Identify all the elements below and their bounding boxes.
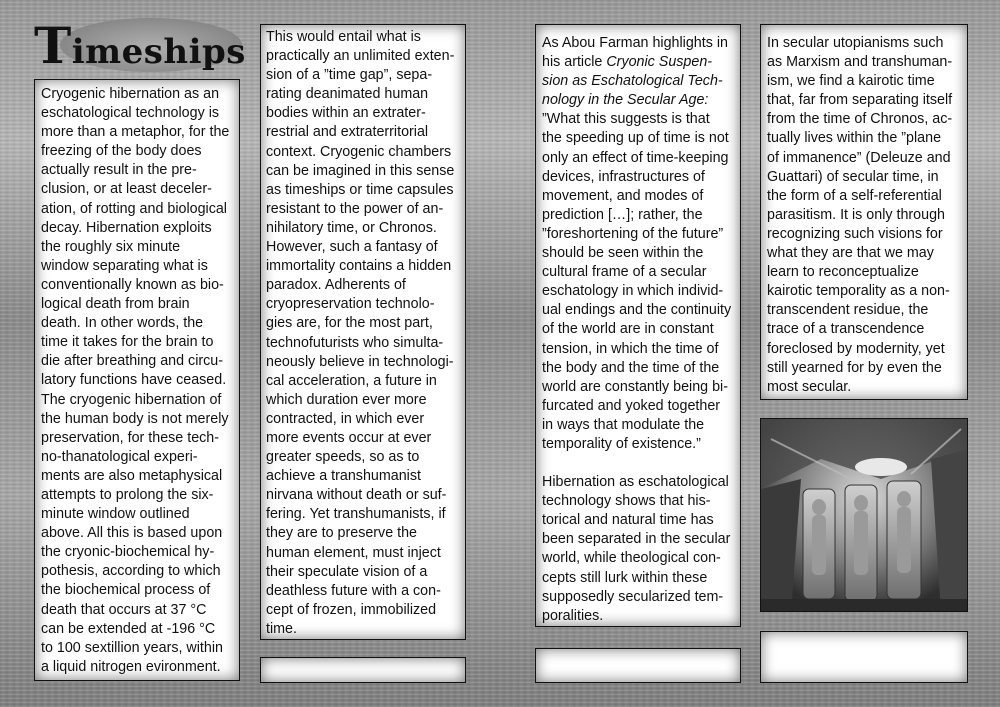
text-line: transcendent residue, the: [767, 302, 929, 319]
text-line: logical death from brain: [41, 296, 190, 313]
text-line: can be imagined in this sense: [266, 162, 455, 179]
quote-line: devices, infrastructures of: [542, 168, 705, 185]
text-line: However, such a fantasy of: [266, 239, 438, 256]
text-line: from the time of Chronos, ac-: [767, 111, 953, 128]
text-line: window separating what is: [41, 257, 208, 274]
text-line: pothesis, according to which: [41, 563, 221, 580]
text-line: a liquid nitrogen evironment.: [41, 658, 221, 675]
column-4-lines: [767, 34, 962, 397]
article-title-part3: [542, 91, 735, 110]
text-line: of immanence” (Deleuze and: [767, 149, 951, 166]
text-line: recognizing such visions for: [767, 225, 943, 242]
text-line: In secular utopianisms such: [767, 35, 944, 51]
title-block: [30, 14, 246, 76]
text-line: no-thanatological experi-: [41, 448, 198, 465]
quote-lines: [542, 110, 735, 454]
title-rest: imeships: [71, 32, 246, 72]
text-line: poralities.: [542, 607, 604, 624]
text-line: cal acceleration, a future in: [266, 372, 437, 389]
text-line: eschatological technology is: [41, 105, 220, 122]
text-line: the human body is not merely: [41, 410, 229, 427]
text-line: actually result in the pre-: [41, 162, 197, 179]
text-line: deathless future with a con-: [266, 582, 441, 599]
quote-line: of the world are in constant: [542, 321, 714, 338]
text-line: cept of frozen, immobilized: [266, 601, 437, 618]
quote-line: should be seen within the: [542, 245, 704, 262]
text-line: achieve a transhumanist: [266, 468, 421, 485]
text-line: the form of a self-referential: [767, 187, 942, 204]
title-initial: T: [34, 16, 72, 75]
page-title: [34, 16, 246, 75]
quote-line: in ways that modulate the: [542, 416, 705, 433]
column-2-lines: [266, 28, 460, 639]
text-line: Cryogenic hibernation as an: [41, 86, 220, 102]
outro-lines: [542, 473, 735, 626]
text-line: Guattari) of secular time, in: [767, 168, 939, 185]
text-line: ism, we find a kairotic time: [767, 73, 935, 90]
quote-line: temporality of existence.”: [542, 435, 701, 452]
quote-line: ”foreshortening of the future”: [542, 225, 724, 242]
text-line: attempts to prolong the six-: [41, 486, 214, 503]
text-line: die after breathing and circu-: [41, 353, 223, 370]
text-line: This would entail what is: [266, 29, 421, 45]
text-line: clusion, or at least deceler-: [41, 181, 212, 198]
text-line: sion of a ”time gap”, sepa-: [266, 67, 433, 84]
quote-line: ual endings and the continuity: [542, 302, 732, 319]
text-line: death that occurs at 37 °C: [41, 601, 207, 618]
quote-line: only an effect of time-keeping: [542, 149, 729, 166]
text-line: Hibernation as eschatological: [542, 474, 729, 491]
text-line: above. All this is based upon: [41, 525, 223, 542]
article-title-part2: [542, 72, 735, 91]
text-line: more than a metaphor, for the: [41, 124, 230, 141]
cryo-chamber-image: [761, 419, 968, 612]
text-line: practically an unlimited exten-: [266, 48, 455, 65]
text-line: nihilatory time, or Chronos.: [266, 219, 437, 236]
text-line: been separated in the secular: [542, 531, 731, 548]
text-line: resistant to the power of an-: [266, 200, 444, 217]
text-line: cryopreservation technolo-: [266, 296, 435, 313]
article-title-part1: Cryonic Suspen-: [606, 54, 713, 71]
text-line: ation, of rotting and biological: [41, 200, 227, 217]
text-line: paradox. Adherents of: [266, 277, 406, 294]
text-line: to 100 sextillion years, within: [41, 639, 223, 656]
text-column-1: [34, 79, 240, 681]
quote-line: cultural frame of a secular: [542, 264, 707, 281]
text-line: preservation, for these tech-: [41, 429, 220, 446]
text-line: their speculate vision of a: [266, 563, 428, 580]
text-line: as timeships or time capsules: [266, 181, 454, 198]
text-line: parasitism. It is only through: [767, 206, 945, 223]
text-line: more events occur at ever: [266, 429, 432, 446]
text-line: can be extended at -196 °C: [41, 620, 216, 637]
text-column-2: [260, 24, 466, 640]
text-line: human element, must inject: [266, 544, 441, 561]
quote-line: prediction […]; rather, the: [542, 206, 703, 223]
text-line: The cryogenic hibernation of: [41, 391, 222, 408]
article-title-part2-text: sion as Eschatological Tech-: [542, 73, 723, 90]
col3-intro2: his article: [542, 54, 607, 71]
text-line: nirvana without death or suf-: [266, 487, 447, 504]
quote-line: ”What this suggests is that: [542, 111, 710, 128]
text-line: ments are also metaphysical: [41, 467, 223, 484]
text-line: learn to reconceptualize: [767, 264, 919, 281]
quote-line: eschatology in which individ-: [542, 283, 724, 300]
text-line: conventionally known as bio-: [41, 276, 224, 293]
text-line: death. In other words, the: [41, 315, 204, 332]
text-line: supposedly secularized tem-: [542, 588, 724, 605]
text-line: which duration ever more: [266, 391, 427, 408]
text-line: what they are that we may: [767, 245, 934, 262]
quote-line: movement, and modes of: [542, 187, 704, 204]
empty-caption-box-3: [535, 648, 741, 683]
empty-caption-box-4: [760, 631, 968, 683]
quote-line: tension, in which the time of: [542, 340, 719, 357]
text-line: time.: [266, 620, 297, 637]
text-line: time it takes for the brain to: [41, 334, 214, 351]
article-title-part3-text: nology in the Secular Age:: [542, 92, 709, 109]
quote-line: world are constantly being bi-: [542, 378, 728, 395]
text-line: latory functions have ceased.: [41, 372, 227, 389]
text-line: minute window outlined: [41, 506, 190, 523]
col3-intro-line2: [542, 53, 735, 72]
col3-intro: As Abou Farman highlights in: [542, 35, 728, 51]
text-line: neously believe in technologi-: [266, 353, 454, 370]
text-line: most secular.: [767, 378, 852, 395]
text-line: they are to preserve the: [266, 525, 417, 542]
text-line: still yearned for by even the: [767, 359, 942, 376]
text-line: torical and natural time has: [542, 512, 714, 529]
text-line: fering. Yet transhumanists, if: [266, 506, 446, 523]
text-line: bodies within an extrater-: [266, 105, 426, 122]
text-column-3: [535, 24, 741, 627]
text-line: that, far from separating itself: [767, 92, 953, 109]
text-line: rating deanimated human: [266, 86, 429, 103]
text-line: world, while theological con-: [542, 550, 721, 567]
text-line: greater speeds, so as to: [266, 449, 420, 466]
text-line: the cryonic-biochemical hy-: [41, 544, 215, 561]
text-line: tually lives within the ”plane: [767, 130, 942, 147]
text-line: the biochemical process of: [41, 582, 211, 599]
quote-line: the speeding up of time is not: [542, 130, 729, 147]
text-line: contracted, in which ever: [266, 410, 425, 427]
text-line: kairotic temporality as a non-: [767, 283, 950, 300]
paragraph-gap: [542, 454, 735, 473]
text-line: immortality contains a hidden: [266, 258, 452, 275]
text-line: restrial and extraterritorial: [266, 124, 429, 141]
quote-line: furcated and yoked together: [542, 397, 721, 414]
text-line: technology shows that his-: [542, 493, 711, 510]
empty-caption-box-2: [260, 657, 466, 683]
text-line: technofuturists who simulta-: [266, 334, 444, 351]
quote-line: the body and the time of the: [542, 359, 720, 376]
text-line: foreclosed by modernity, yet: [767, 340, 945, 357]
text-line: as Marxism and transhuman-: [767, 54, 953, 71]
text-column-4: [760, 24, 968, 400]
column-1-lines: [41, 85, 234, 677]
text-line: context. Cryogenic chambers: [266, 143, 452, 160]
text-line: cepts still lurk within these: [542, 569, 708, 586]
text-line: gies are, for the most part,: [266, 315, 433, 332]
text-line: the roughly six minute: [41, 238, 181, 255]
text-line: trace of a transcendence: [767, 321, 925, 338]
text-line: decay. Hibernation exploits: [41, 219, 212, 236]
cryo-chamber-photo: [760, 418, 968, 612]
text-line: freezing of the body does: [41, 143, 202, 160]
